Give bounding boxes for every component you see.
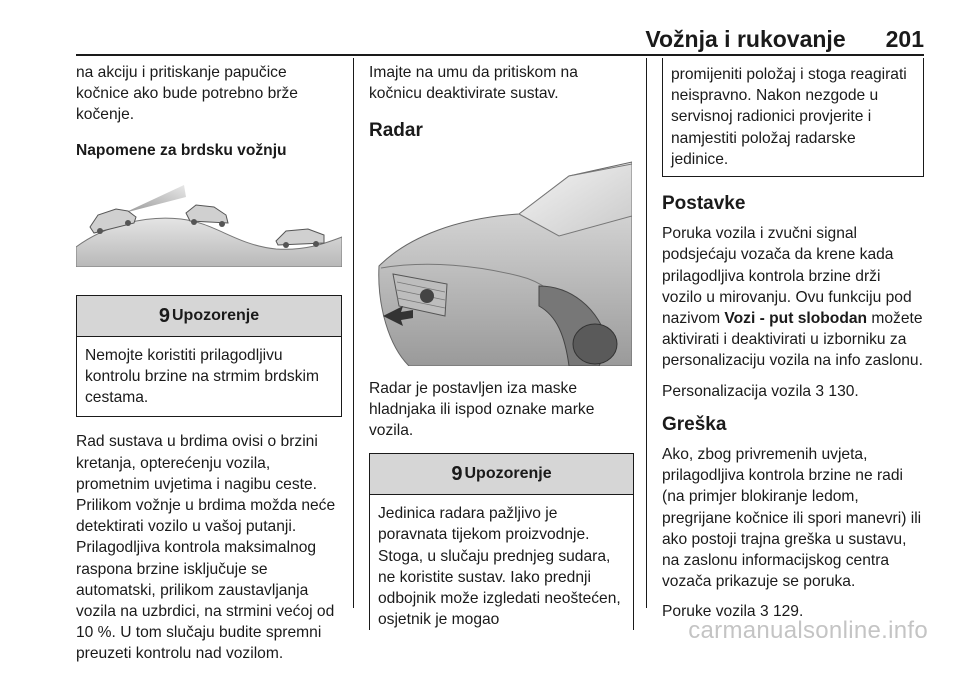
fault-heading: Greška [662, 413, 727, 435]
warning-title: Upozorenje [172, 306, 260, 324]
fault-reference: Poruke vozila 3 129. [662, 603, 804, 621]
hill-driving-heading: Napomene za brdsku vožnju [76, 141, 287, 159]
feature-name: Vozi - put slobodan [724, 310, 868, 328]
warning-title: Upozorenje [464, 465, 552, 483]
column-1 [76, 62, 342, 674]
settings-text-part: možete aktivirati i deaktivirati u izborniku za personalizaciju vozila na info zaslonu. [662, 310, 923, 370]
radar-car-illustration [369, 156, 632, 366]
header-rule [76, 54, 924, 56]
settings-text-part: Poruka vozila i zvučni signal podsjećaju vozača da krene kada prilagodljiva kontrola brzine drži vozilo u mirovanju. Ovu funkciju pod nazivom [662, 225, 912, 328]
column-2 [369, 62, 634, 630]
column-3 [662, 58, 924, 632]
col1-intro: na akciju i pritiskanje papučice kočnice ako bude potrebno brže kočenje. [76, 64, 298, 124]
chapter-title: Vožnja i rukovanje [645, 26, 846, 52]
page-number: 201 [885, 26, 924, 52]
settings-text [662, 223, 924, 371]
warning-text: Jedinica radara pažljivo je poravnata tijekom proizvodnje. Stoga, u slučaju prednjeg sudara, ne koristite sustav. Iako prednji odbojnik može izgledati neoštećen, osjetnik je mogao [378, 505, 621, 629]
fault-text: Ako, zbog privremenih uvjeta, prilagodljiva kontrola brzine ne radi (na primjer blokiranje ledom, pregrijane kočnice ili spori manevri) ili ako postoji trajna greška u sustavu, na zaslonu informacijskog centra vozača prikazuje se poruka. [662, 446, 922, 591]
col2-intro: Imajte na umu da pritiskom na kočnicu deaktivirate sustav. [369, 64, 578, 103]
radar-heading: Radar [369, 120, 423, 142]
warning-text: Nemojte koristiti prilagodljivu kontrolu brzine na strmim brdskim cestama. [85, 346, 319, 407]
warning-header [370, 454, 633, 495]
page-header [0, 26, 924, 53]
warning-header [77, 296, 341, 337]
column-divider-1 [353, 58, 354, 608]
column-divider-2 [646, 58, 647, 608]
radar-caption: Radar je postavljen iza maske hladnjaka ili ispod oznake marke vozila. [369, 379, 595, 440]
settings-reference: Personalizacija vozila 3 130. [662, 382, 859, 400]
watermark: carmanualsonline.info [688, 617, 928, 644]
warning-icon: 9 [158, 304, 170, 327]
warning-box-hills [76, 295, 342, 418]
hill-driving-body: Rad sustava u brdima ovisi o brzini kretanja, opterećenju vozila, prometnim uvjetima i nagibu ceste. Prilikom vožnje u brdima možda neće detektirati vozilo u vašoj putanji. Prilagodljiva kontrola maksimalnog raspona brzine isključuje se automatski, prilikom zaustavljanja vozila na uzbrdici, na strmini većoj od 10 %. U tom slučaju budite spremni preuzeti kontrolu nad vozilom. [76, 433, 336, 663]
warning-icon: 9 [451, 463, 463, 486]
hill-driving-illustration [76, 175, 342, 267]
settings-heading: Postavke [662, 193, 746, 215]
warning-box-continued: promijeniti položaj i stoga reagirati neispravno. Nakon nezgode u servisnoj radionici provjerite i namjestiti položaj radarske jedinice. [662, 58, 924, 177]
warning-box-radar [369, 453, 634, 630]
